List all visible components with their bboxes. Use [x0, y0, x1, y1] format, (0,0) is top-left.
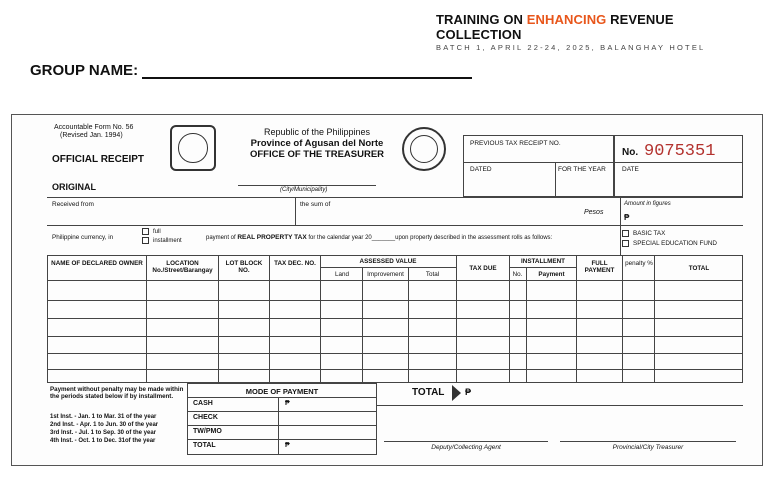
payment-description: payment of REAL PROPERTY TAX for the calendar year 20_______upon property described in the assessment rolls as follows:	[206, 234, 553, 241]
installment-schedule: 1st Inst. - Jan. 1 to Mar. 31 of the year 2nd Inst. - Apr. 1 to Jun. 30 of the year 3rd Inst. - Jul. 1 to Sep. 30 of the year 4th Inst. - Oct. 1 to Dec. 31of the year	[50, 414, 159, 445]
receipt-number: 9075351	[644, 142, 716, 161]
mode-of-payment-title: MODE OF PAYMENT	[245, 387, 319, 396]
full-checkbox[interactable]	[142, 228, 149, 235]
col-location: LOCATION No./Street/Barangay	[152, 260, 213, 275]
city-municipality-label: (City/Municipality)	[280, 187, 328, 193]
mode-check: CHECK	[193, 414, 218, 421]
official-receipt-title: OFFICIAL RECEIPT	[52, 154, 145, 165]
no-label: No.	[622, 147, 639, 158]
col-owner: NAME OF DECLARED OWNER	[51, 260, 143, 267]
training-header	[436, 12, 762, 52]
for-the-year-label: FOR THE YEAR	[558, 166, 606, 173]
training-subtitle: BATCH 1, APRIL 22-24, 2025, BALANGHAY HOTEL	[436, 43, 706, 52]
col-assessed-value: ASSESSED VALUE	[359, 258, 417, 265]
col-installment-no: No.	[512, 271, 523, 278]
col-improvement: Improvement	[367, 271, 404, 278]
issuing-office: Republic of the Philippines Province of Agusan del Norte OFFICE OF THE TREASURER	[249, 127, 385, 161]
col-installment: INSTALLMENT	[521, 258, 565, 265]
sum-of-label: the sum of	[300, 201, 331, 208]
total-peso-sign: ₱	[285, 442, 290, 449]
arrow-right-icon	[452, 385, 461, 401]
original-label: ORIGINAL	[52, 182, 96, 192]
philippine-seal-icon	[170, 125, 216, 171]
penalty-note: Payment without penalty may be made within the periods stated below if by installment.	[50, 386, 184, 401]
dated-label: DATED	[470, 166, 492, 173]
col-penalty: penalty %	[625, 260, 653, 267]
previous-receipt-label: PREVIOUS TAX RECEIPT NO.	[470, 140, 561, 147]
col-grand-total: TOTAL	[688, 265, 710, 272]
cash-peso-sign: ₱	[285, 400, 290, 407]
training-title: TRAINING ON ENHANCING REVENUE COLLECTION	[436, 12, 674, 42]
payment-kind-options: full installment	[142, 228, 182, 247]
total-label: TOTAL	[412, 387, 445, 398]
tax-type-options: BASIC TAX SPECIAL EDUCATION FUND	[622, 229, 717, 249]
peso-sign: ₱	[624, 213, 630, 222]
col-payment: Payment	[538, 271, 565, 278]
amount-in-figures-label: Amount in figures	[624, 201, 671, 207]
treasurer-signature-label: Provincial/City Treasurer	[612, 444, 684, 451]
col-tax-dec: TAX DEC. NO.	[274, 260, 316, 267]
mode-cash: CASH	[193, 400, 213, 407]
received-from-label: Received from	[52, 201, 94, 208]
grand-total-peso-sign: ₱	[465, 387, 472, 397]
installment-checkbox[interactable]	[142, 237, 149, 244]
currency-label: Philippine currency, in	[52, 234, 114, 241]
basic-tax-checkbox[interactable]	[622, 230, 629, 237]
pesos-label: Pesos	[584, 209, 604, 216]
group-name-blank[interactable]	[142, 65, 472, 79]
col-land: Land	[334, 271, 349, 278]
deputy-signature-label: Deputy/Collecting Agent	[431, 444, 501, 451]
date-label: DATE	[622, 166, 639, 173]
col-total: Total	[425, 271, 440, 278]
mode-tw-pmo: TW/PMO	[193, 428, 222, 435]
sef-checkbox[interactable]	[622, 240, 629, 247]
col-lot: LOT BLOCK NO.	[225, 260, 263, 275]
group-name-field: GROUP NAME:	[30, 62, 472, 79]
col-full-payment: FULL PAYMENT	[584, 260, 615, 275]
form-number: Accountable Form No. 56 (Revised Jan. 1994)	[54, 124, 134, 140]
official-receipt-form	[11, 114, 763, 466]
mode-total: TOTAL	[193, 442, 216, 449]
col-tax-due: TAX DUE	[469, 265, 497, 272]
